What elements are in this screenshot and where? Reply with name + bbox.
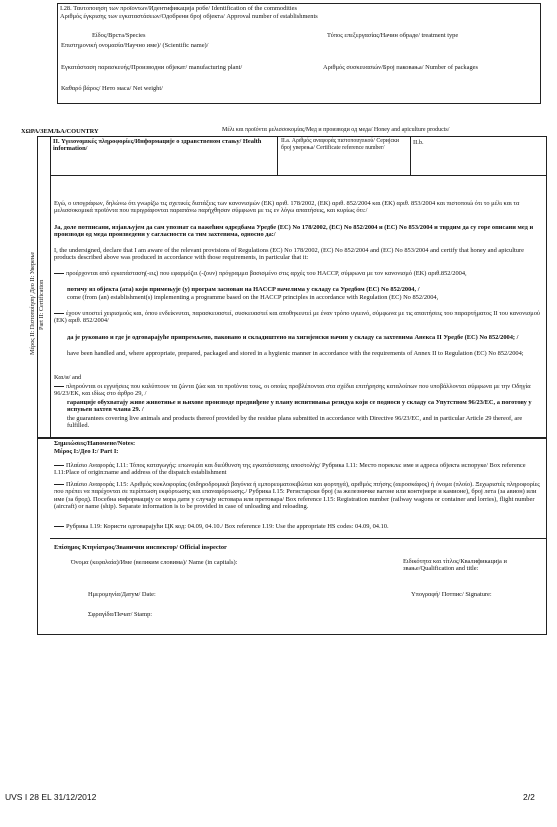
stamp-label: Σφραγίδα/Печат/ Stamp:: [88, 611, 153, 618]
declaration-serbian: Ја, доле потписани, изјављујем да сам упознат са важећим одредбама Уредбе (ЕС) No 178/2002, (ЕС) No 852/2004 и (ЕС) No 853/2004 и тврдим да су горе описани мед и производи од меда произведени у сагласности са тим захтевима, односно да:/: [54, 224, 534, 239]
note-box-i11: [54, 462, 542, 477]
country-label: ΧΩΡΑ/ЗЕМЉА/COUNTRY: [21, 128, 99, 135]
date-label: Ημερομηνία/Датум/ Date:: [88, 591, 156, 598]
dash-icon: [54, 465, 64, 466]
notes-part-label: Μέρος Ι:/Део I:/ Part I:: [54, 448, 119, 455]
and-label: Και/и/ and: [54, 374, 82, 381]
residue-serbian: гаранције обухватају живе животиње и њихове производе предвиђене у плану испитивања резидуа који се подноси у складу са Упутством 96/23/ЕС, а поготову у испуњен захтев члана 29. /: [67, 399, 532, 414]
note-box-i15: [54, 481, 542, 511]
hygiene-greek-text: έχουν υποστεί χειρισμούς και, όπου ενδείκνυται, παρασκευαστεί, συσκευαστεί και αποθηκευτεί με έναν τρόπο υγιεινό, σύμφωνα με τις απαιτήσεις του παραρτήματος II του κανονισμού (ΕΚ) αριθ. 852/2004/: [54, 310, 541, 325]
dash-icon: [54, 484, 64, 485]
notes-heading: Σημειώσεις/Напомене/Notes:: [54, 440, 136, 447]
manufacturing-plant-label: Εγκατάσταση παρασκευής/Производни објекат/ manufacturing plant/: [61, 64, 243, 71]
hygiene-serbian: да је руковано и где је одговарајуће припремљено, паковано и складиштено на хигијенски начин у складу са захтевима Анекса II Уредбе (ЕС) No 852/2004; /: [67, 334, 519, 341]
haccp-greek-text: προέρχονται από εγκατάσταση(-εις) που εφαρμόζει (-ζουν) πρόγραμμα βασισμένο στις αρχές του HACCP, σύμφωνα με τον κανονισμό (ΕΚ) αριθ.852/2004,: [66, 270, 467, 277]
note-box-i15-text: Πλαίσιο Αναφοράς I.15: Αριθμός κυκλοφορίας (σιδηροδρομικά βαγόνια ή εμπορευματοκιβώτια και φορτηγά), αριθμός πτήσης (αεροσκάφος) ή όνομα (πλοίο). Ξεχωριστές πληροφορίες που πρέπει να παρέχονται σε περίπτωση εκφόρτωσης και επαναφόρτωσης./ Рубрика I.15: Регистарски број (за железничке вагоне или контејнере и камионе), број лета (за авион) или име (за брод). Посебна информацију се мора дати у случају истовара или претовара/ Box reference I.15: Registration number (railway wagons or container and lorries), flight number (aircraft) or name (ship). Separate information is to be provided in case of unloading and reloading.: [54, 481, 540, 511]
residue-english: the guarantees covering live animals and products thereof provided by the residue plans submitted in accordance with Directive 96/23/EC, and in particular Article 29 thereof, are fulfilled.: [67, 415, 523, 430]
side-divider: [50, 136, 51, 438]
packages-label: Αριθμός συσκευασιών/Број паковања/ Number of packages: [323, 64, 478, 71]
note-box-i19-text: Рубрика I.19: Користи одговарајући ЦК код: 04.09, 04.10./ Box reference I.19: Use the appropriate HS codes: 04.09, 04.10.: [66, 523, 389, 530]
hygiene-english: have been handled and, where appropriate, prepared, packaged and stored in a hygienic manner in accordance with the requirements of Annex II to Regulation (EC) No 852/2004;: [67, 350, 524, 357]
health-information-label: II. Υγειονομικές πληροφορίες/Информације о здравственом стању/ Health information/: [53, 138, 262, 153]
header-divider: [50, 175, 547, 176]
approval-number-label: Αριθμός έγκρισης των εγκαταστάσεων/Одобрени број објекта/ Approval number of establishments: [60, 13, 318, 20]
net-weight-label: Καθαρό βάρος/ Нето маса/ Net weight/: [61, 85, 163, 92]
scientific-name-label: Επιστημονική ονομασία/Научно име)/ (Scientific name)/: [61, 42, 209, 49]
declaration-greek: Εγώ, ο υπογράφων, δηλώνω ότι γνωρίζω τις σχετικές διατάξεις των κανονισμών (ΕΚ) αριθ. 178/2002, (ΕΚ) αριθ. 852/2004 και (ΕΚ) αριθ. 853/2004 και πιστοποιώ ότι το μέλι και τα μελισσοκομικά προϊόντα που περιγράφονται παραπάνω παρήχθησαν σύμφωνα με τις εν λόγω απαιτήσεις, και κυρίως ότι:/: [54, 200, 520, 215]
note-box-i11-text: Πλαίσιο Αναφοράς I.11: Τόπος καταγωγής: επωνυμία και διεύθυνση της εγκατάστασης αποστολής/ Рубрика I.11: Место порекла: име и адреса објекта испоруке/ Box reference I.11:Place of origin:name and address of the dispatch establishment: [54, 462, 526, 477]
hygiene-greek: [54, 310, 542, 325]
header-col-2: [410, 136, 411, 175]
inspector-qualification-label: Ειδικότητα και τίτλος/Квалификација и звање/Qualification and title:: [403, 558, 507, 573]
footer-left: UVS I 28 EL 31/12/2012: [5, 792, 97, 802]
side-label-greek: Μέρος II: Πιστοποίηση/ Део II: Уверење: [29, 251, 36, 355]
certificate-reference-label: II.a. Αριθμός αναφοράς πιστοποιητικού/ Серијски број уверења/ Certificate reference number/: [281, 138, 399, 151]
dash-icon: [54, 313, 64, 314]
commodities-title: I.28. Ταυτοποιηση των προϊοντων/Идентификација робе/ Identification of the commodities: [60, 5, 297, 12]
haccp-english: come (from (an) establishment(s) implementing a programme based on the HACCP principles in accordance with Regulation (EC) No 852/2004,: [67, 294, 439, 301]
treatment-label: Τύπος επεξεργασίας/Начин обраде/ treatment type: [327, 32, 459, 39]
header-col-1: [277, 136, 278, 175]
signature-label: Υπογραφή/ Потпис/ Signature:: [411, 591, 492, 598]
inspector-name-label: Όνομα (κεφαλαία)/Име (великим словима)/ Name (in capitals):: [71, 559, 238, 566]
section-iib-label: II.b.: [413, 139, 424, 146]
haccp-greek: [54, 270, 542, 277]
haccp-serbian: потичу из објекта (ата) који примењује (у) програм заснован на HACCP начелима у складу са Уредбом (ЕС) No 852/2004, /: [67, 286, 420, 293]
residue-greek: [54, 383, 542, 398]
side-label-english: Part II: Certification: [38, 279, 45, 330]
page-number: 2/2: [523, 792, 535, 802]
residue-greek-text: πληρούνται οι εγγυήσεις που καλύπτουν τα ζώντα ζώα και τα προϊόντα τους, οι οποίες προβλέπονται στα σχέδια επιτήρησης καταλοίπων που υποβάλλονται σύμφωνα με την Οδηγία 96/23/ΕΚ, και ιδίως στο άρθρο 29, /: [54, 383, 531, 398]
declaration-english: I, the undersigned, declare that I am aware of the relevant provisions of Regulations (EC) No 178/2002, (EC) No 852/2004 and (EC) No 853/2004 and certify that honey and apiculture products described above was produced in accordance with those requirements, in particular that it:: [54, 247, 524, 262]
official-inspector-heading: Επίσημος Κτηνίατρος/Званични инспектор/ Official inspector: [54, 544, 227, 551]
official-divider: [50, 538, 547, 539]
note-box-i19: [54, 523, 542, 530]
species-label: Είδος/Врста/Species: [92, 32, 146, 39]
dash-icon: [54, 273, 64, 274]
dash-icon: [54, 386, 64, 387]
products-label: Μέλι και προϊόντα μελισσοκομίας/Мед и производи од меда/ Honey and apiculture products/: [222, 127, 450, 133]
dash-icon: [54, 526, 64, 527]
